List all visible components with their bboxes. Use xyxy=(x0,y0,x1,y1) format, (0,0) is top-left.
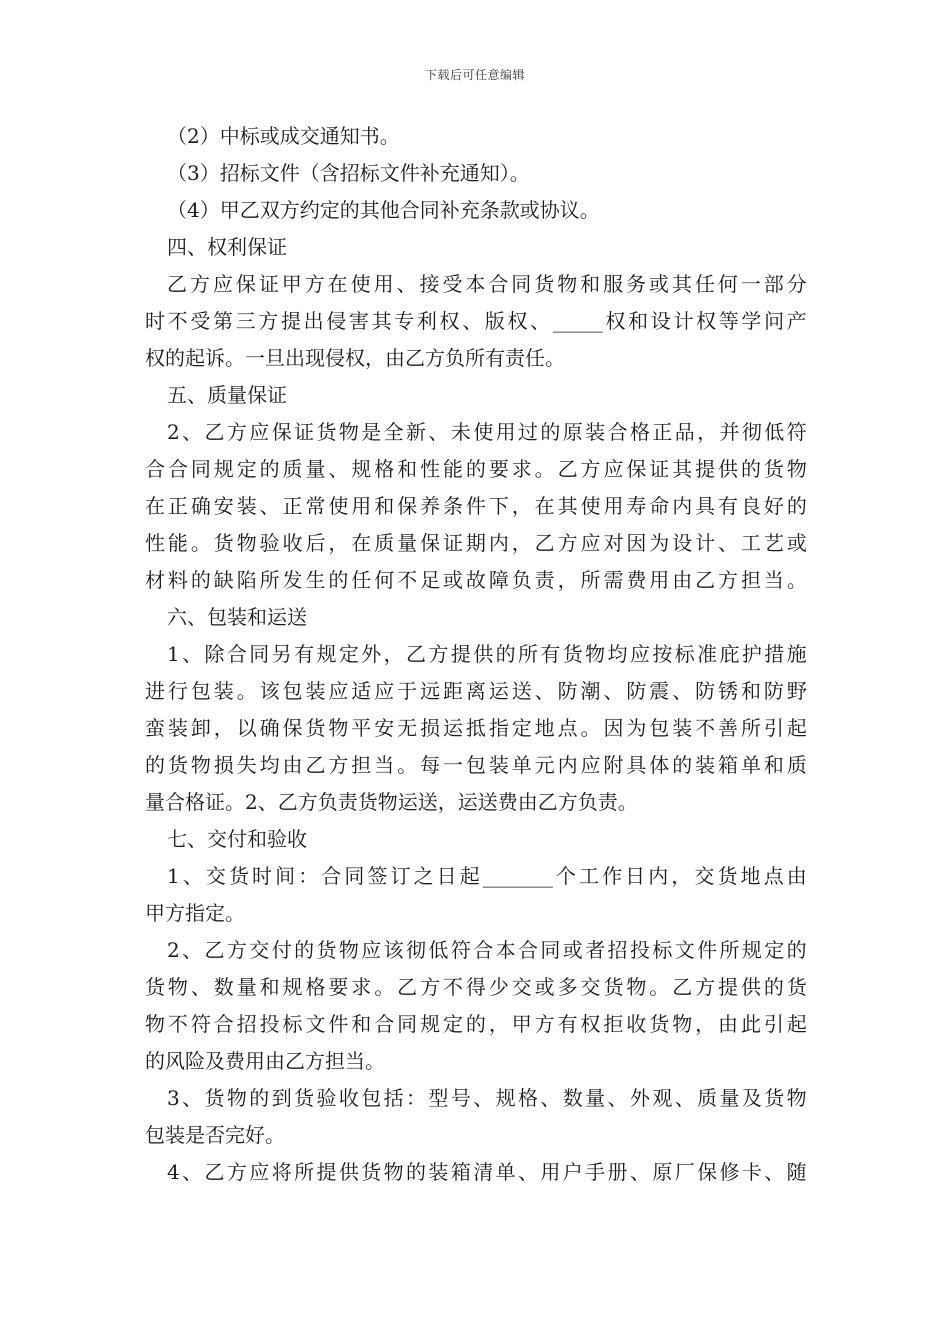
text-line: 1 、 除 合 同 另 有 规 定 外 ， 乙 方 提 供 的 所 有 货 物 均 应 按 标 准 庇 护 措 施 xyxy=(167,642,807,666)
text-line: 时 不 受 第 三 方 提 出 侵 害 其 专 利 权 、 版 权 、 _____ 权 和 设 计 权 等 学 问 产 xyxy=(145,309,807,333)
text-line: 包装是否完好。 xyxy=(145,1123,285,1147)
text-line: 权的起诉。一旦出现侵权，由乙方负所有责任。 xyxy=(145,346,565,370)
text-line: （4）甲乙双方约定的其他合同补充条款或协议。 xyxy=(167,198,600,222)
text-line: 乙 方 应 保 证 甲 方 在 使 用 、 接 受 本 合 同 货 物 和 服 务 或 其 任 何 一 部 分 xyxy=(167,272,807,296)
text-line: 四、权利保证 xyxy=(167,235,287,259)
text-line: 材 料 的 缺 陷 所 发 生 的 任 何 不 足 或 故 障 负 责 ， 所 需 费 用 由 乙 方 担 当 。 xyxy=(145,568,807,592)
text-line: （2）中标或成交通知书。 xyxy=(167,124,400,148)
text-line: 的 货 物 损 失 均 由 乙 方 担 当 。 每 一 包 装 单 元 内 应 附 具 体 的 装 箱 单 和 质 xyxy=(145,753,807,777)
document-body xyxy=(145,118,807,1191)
text-line: 量合格证。2、乙方负责货物运送，运送费由乙方负责。 xyxy=(145,790,638,814)
text-line: 的风险及费用由乙方担当。 xyxy=(145,1049,385,1073)
text-line: 甲方指定。 xyxy=(145,901,245,925)
text-line: 蛮 装 卸 ， 以 确 保 货 物 平 安 无 损 运 抵 指 定 地 点 。 因 为 包 装 不 善 所 引 起 xyxy=(145,716,807,740)
page-header: 下载后可任意编辑 xyxy=(424,68,525,82)
text-line: 七、交付和验收 xyxy=(167,827,307,851)
text-line: 合 合 同 规 定 的 质 量 、 规 格 和 性 能 的 要 求 。 乙 方 应 保 证 其 提 供 的 货 物 xyxy=(145,457,807,481)
text-line: 五、质量保证 xyxy=(167,383,287,407)
text-line: 物 不 符 合 招 投 标 文 件 和 合 同 规 定 的 ， 甲 方 有 权 拒 收 货 物 ， 由 此 引 起 xyxy=(145,1012,807,1036)
text-line: 2 、 乙 方 应 保 证 货 物 是 全 新 、 未 使 用 过 的 原 装 合 格 正 品 ， 并 彻 低 符 xyxy=(167,420,807,444)
text-line: 1 、 交 货 时 间 ： 合 同 签 订 之 日 起 _______ 个 工 作 日 内 ， 交 货 地 点 由 xyxy=(167,864,807,888)
text-line: 2 、 乙 方 交 付 的 货 物 应 该 彻 低 符 合 本 合 同 或 者 招 投 标 文 件 所 规 定 的 xyxy=(167,938,807,962)
text-line: 性 能 。 货 物 验 收 后 ， 在 质 量 保 证 期 内 ， 乙 方 应 对 因 为 设 计 、 工 艺 或 xyxy=(145,531,807,555)
text-line: 3 、 货 物 的 到 货 验 收 包 括 ： 型 号 、 规 格 、 数 量 、 外 观 、 质 量 及 货 物 xyxy=(167,1086,807,1110)
text-line: 4 、 乙 方 应 将 所 提 供 货 物 的 装 箱 清 单 、 用 户 手 册 、 原 厂 保 修 卡 、 随 xyxy=(167,1160,807,1184)
text-line: 六、包装和运送 xyxy=(167,605,307,629)
text-line: （3）招标文件（含招标文件补充通知）。 xyxy=(167,161,530,185)
text-line: 货 物 、 数 量 和 规 格 要 求 。 乙 方 不 得 少 交 或 多 交 货 物 。 乙 方 提 供 的 货 xyxy=(145,975,807,999)
text-line: 在 正 确 安 装 、 正 常 使 用 和 保 养 条 件 下 ， 在 其 使 用 寿 命 内 具 有 良 好 的 xyxy=(145,494,807,518)
text-line: 进 行 包 装 。 该 包 装 应 适 应 于 远 距 离 运 送 、 防 潮 、 防 震 、 防 锈 和 防 野 xyxy=(145,679,807,703)
